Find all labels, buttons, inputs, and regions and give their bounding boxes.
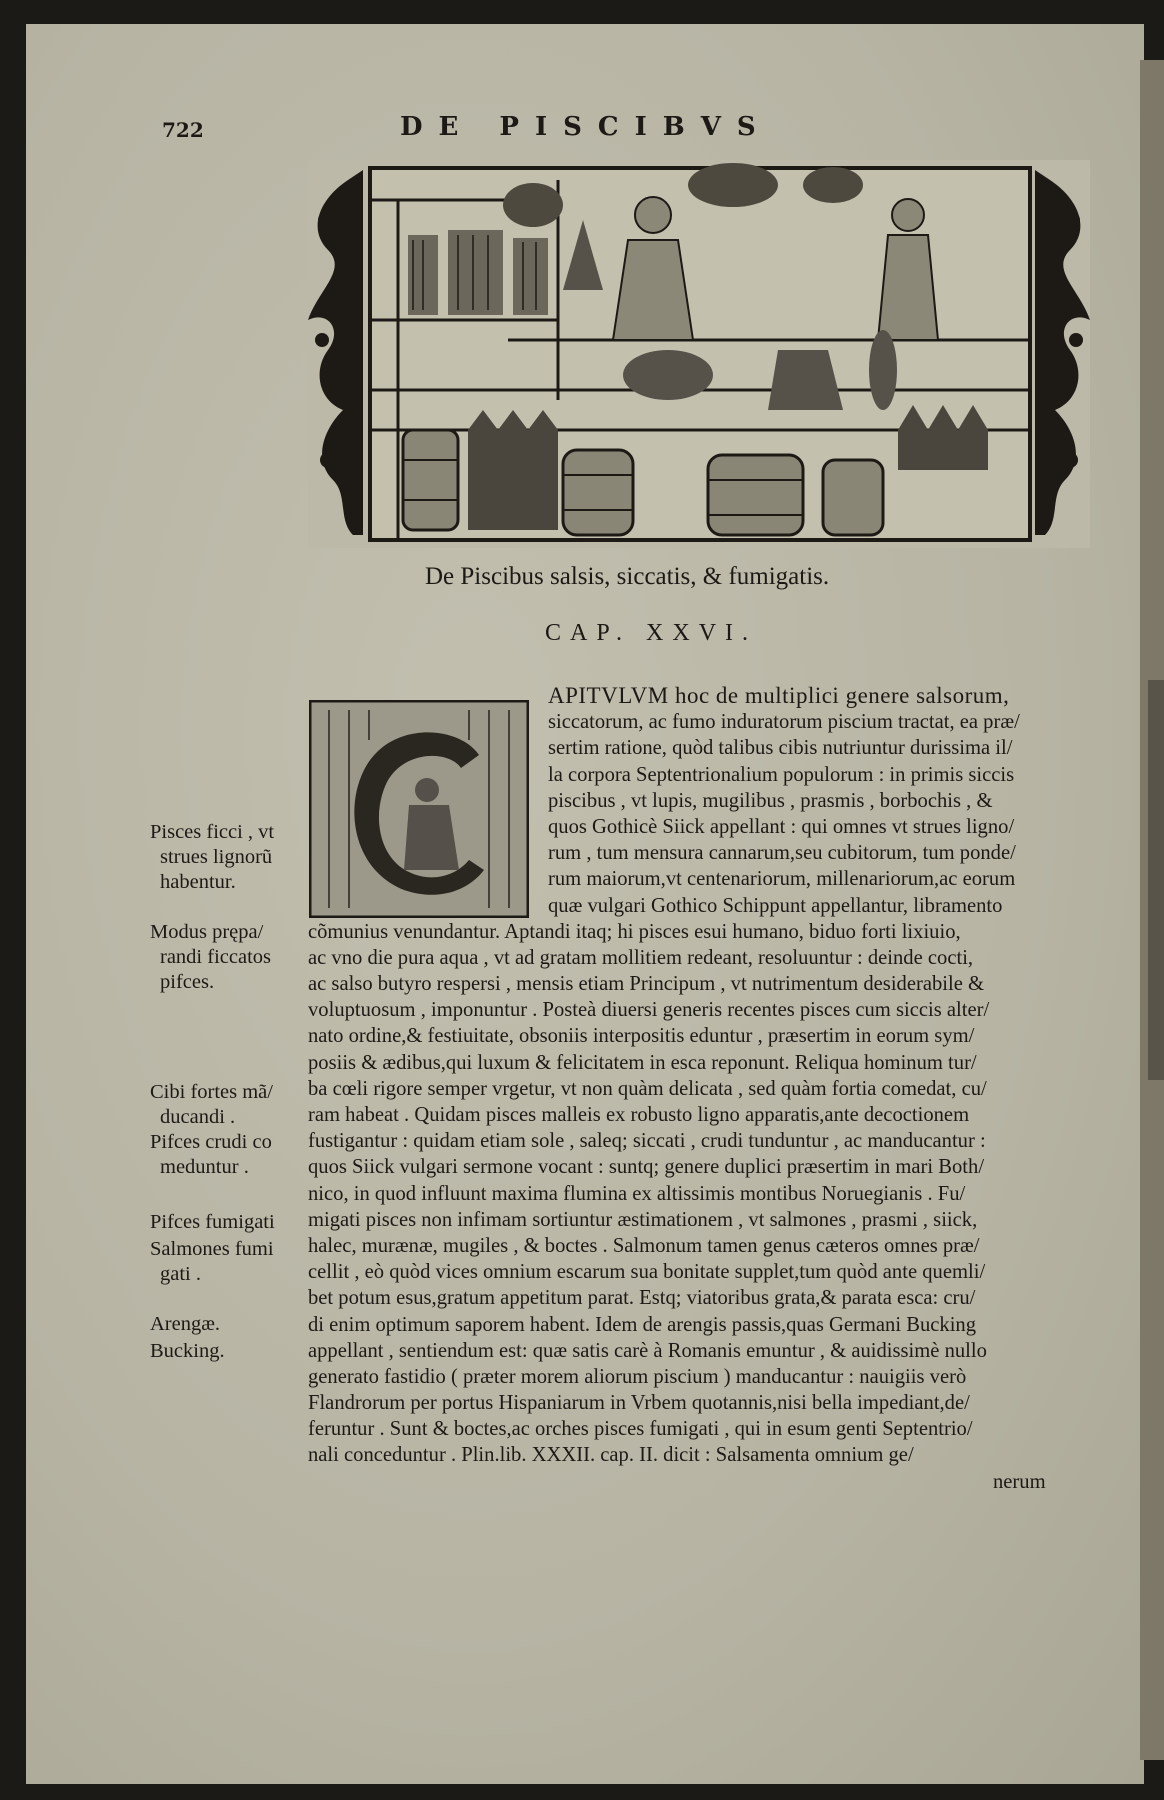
margin-note-line: Bucking. [150,1340,225,1362]
text-line: quos Gothicè Siick appellant : qui omnes vt strues ligno/ [548,815,1015,838]
text-line: siccatorum, ac fumo induratorum piscium tractat, ea præ/ [548,711,1020,734]
text-line: appellant , sentiendum est: quæ satis carè à Romanis emuntur , & auidissimè nullo [308,1339,987,1362]
margin-note-line: Arengæ. [150,1313,221,1335]
text-line: quæ vulgari Gothico Schippunt appellantur, libramento [548,894,1003,917]
margin-note-line: Pifces fumigati [150,1211,275,1233]
text-line: ac vno die pura aqua , vt ad gratam mollitiem redeant, resoluuntur : deinde cocti, [308,946,974,969]
text-line: voluptuosum , imponuntur . Posteà diuersi generis recentes pisces cum siccis alter/ [308,999,990,1022]
margin-note-line: habentur. [160,871,236,893]
margin-note-line: Pisces ficci , vt [150,821,275,843]
margin-note-line: Pifces crudi co [150,1131,272,1153]
woodcut-illustration [308,160,1090,548]
margin-note-line: Salmones fumi [150,1238,274,1260]
margin-note-crudi [150,1130,310,1180]
text-line: nali conceduntur . Plin.lib. XXXII. cap. II. dicit : Salsamenta omnium ge/ [308,1444,914,1467]
margin-note-line: Modus prępa/ [150,921,264,943]
margin-note-modus [150,920,310,995]
margin-note-line: meduntur . [160,1156,249,1178]
margin-note-bucking [150,1339,310,1364]
margin-note-pisces-sicci [150,820,310,895]
text-line: generato fastidio ( præter morem aliorum piscium ) manducantur : nauigiis verò [308,1365,967,1388]
margin-note-salmones [150,1237,310,1287]
text-line: sertim ratione, quòd talibus cibis nutriuntur durissima il/ [548,737,1013,760]
margin-note-line: Cibi fortes mã/ [150,1081,273,1103]
text-line: feruntur . Sunt & boctes,ac orches pisces fumigati , qui in esum genti Septentrio/ [308,1418,973,1441]
text-line: fustigantur : quidam etiam sole , saleq; siccati , crudi tunduntur , ac manducantur : [308,1130,986,1153]
chapter-number: CAP. XXVI. [545,620,758,646]
text-line: ram habeat . Quidam pisces malleis ex robusto ligno apparatis,ante decoctionem [308,1104,970,1126]
text-line: la corpora Septentrionalium populorum : in primis siccis [548,763,1015,786]
text-line: migati pisces non infimam sortiuntur æstimationem , vt salmones , prasmi , siick, [308,1208,978,1231]
text-line: APITVLVM hoc de multiplici genere salsorum, [548,683,1010,708]
text-line: nato ordine,& festiuitate, obsoniis interpositis eduntur , præsertim in eorum sym/ [308,1025,975,1048]
text-line: halec, murænæ, mugiles , & boctes . Salmonum tamen genus cæteros omnes præ/ [308,1234,980,1257]
text-line: Flandrorum per portus Hispaniarum in Vrbem quotannis,nisi bella impediant,de/ [308,1392,970,1415]
text-line: quos Siick vulgari sermone vocant : suntq; genere duplici præsertim in mari Both/ [308,1156,985,1179]
margin-note-line: strues lignorũ [160,846,273,868]
text-line: nico, in quod influunt maxima flumina ex altissimis montibus Noruegianis . Fu/ [308,1182,966,1205]
running-header: DE PISCIBVS [400,112,772,142]
text-line: di enim optimum saporem habent. Idem de arengis passis,quas Germani Bucking [308,1313,977,1336]
catchword: nerum [993,1470,1046,1493]
margin-note-line: pifces. [160,971,215,993]
text-line: ac salso butyro respersi , mensis etiam Principum , vt nutrimentum desiderabile & [308,973,985,996]
page-number: 722 [162,118,204,142]
body-text [308,683,1108,1495]
margin-note-fumigati [150,1210,310,1235]
margin-note-line: gati . [160,1263,201,1285]
margin-note-line: ducandi . [160,1106,236,1128]
text-line: cõmunius venundantur. Aptandi itaq; hi pisces esui humano, biduo forti lixiuio, [308,920,961,943]
text-line: bet potum esus,gratum appetitum parat. Estq; viatoribus grata,& parata esca: cru/ [308,1287,976,1310]
margin-note-line: randi ficcatos [160,946,271,968]
text-line: piscibus , vt lupis, mugilibus , prasmis , borbochis , & [548,789,993,812]
margin-note-arengae [150,1312,310,1337]
text-line: ba cœli rigore semper vrgetur, vt non quàm delicata , sed quàm fortia comedat, cu/ [308,1077,987,1100]
chapter-title: De Piscibus salsis, siccatis, & fumigatis. [425,563,830,590]
text-line: cellit , eò quòd vices omnium escarum sua bonitate supplet,tum quòd ante quemli/ [308,1261,986,1284]
text-line: rum maiorum,vt centenariorum, millenariorum,ac eorum [548,868,1016,891]
margin-note-cibi-fortes [150,1080,310,1130]
adjacent-page-shadow [1148,680,1164,1080]
text-line: posiis & ædibus,qui luxum & felicitatem in esca reponunt. Reliqua hominum tur/ [308,1051,977,1074]
text-line: rum , tum mensura cannarum,seu cubitorum, tum ponde/ [548,842,1016,865]
